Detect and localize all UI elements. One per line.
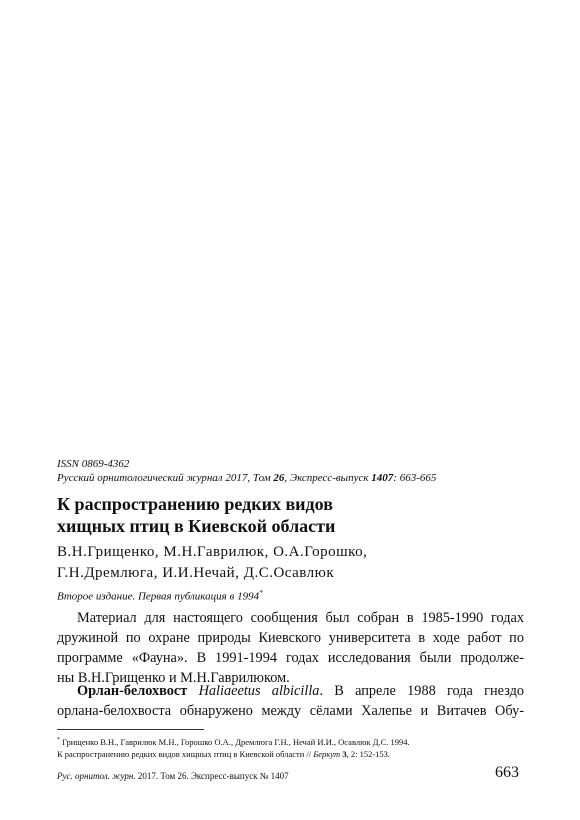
journal-issue: 1407: [371, 472, 394, 484]
footnote-volume: 3: [342, 749, 347, 759]
page-number: 663: [495, 764, 519, 781]
journal-volume: 26: [273, 472, 285, 484]
paragraph-1-line-3: программе «Фауна». В 1991-1994 годах исследования были продолже-: [57, 650, 524, 666]
footnote-authors: Грищенко В.Н., Гаврилюк М.Н., Горошко О.А., Дремлюга Г.Н., Нечай И.И., Осавлюк Д.С. 1994.: [62, 737, 410, 747]
paragraph-1-line-1: Материал для настоящего сообщения был собран в 1985-1990 годах: [77, 610, 524, 626]
edition-note: [57, 589, 263, 603]
species-name: Орлан-белохвост: [77, 683, 188, 699]
journal-citation-line: [57, 472, 436, 484]
footnote-pages: , 2: 152-153.: [346, 749, 391, 759]
footer-journal-abbr: Рус. орнитол. журн.: [57, 771, 136, 781]
footnote-divider: [57, 729, 204, 730]
journal-prefix: Русский орнитологический журнал 2017, Том: [57, 472, 274, 484]
paragraph-1-line-4: ны В.Н.Грищенко и М.Н.Гаврилюком.: [57, 670, 290, 686]
issn-line: ISSN 0869-4362: [57, 458, 130, 470]
authors-line-2: Г.Н.Дремлюга, И.И.Нечай, Д.С.Осавлюк: [57, 565, 335, 581]
footnote-mark: *: [57, 737, 60, 744]
species-latin-name: Haliaeetus albicilla: [198, 683, 320, 699]
edition-footnote-mark: *: [259, 589, 263, 597]
journal-pages: : 663-665: [393, 472, 437, 484]
paragraph-2-line-2: орлана-белохвоста обнаружено между сёлами Халепье и Витачев Обу-: [57, 703, 524, 719]
running-footer: [57, 771, 289, 781]
paragraph-1-line-2: дружиной по охране природы Киевского университета в ходе работ по: [57, 630, 524, 646]
edition-note-text: Второе издание. Первая публикация в 1994: [57, 590, 260, 603]
footnote-title: К распространению редких видов хищных птиц в Киевской области //: [57, 749, 314, 759]
footer-details: 2017. Том 26. Экспресс-выпуск № 1407: [135, 771, 289, 781]
article-title-line-2: хищных птиц в Киевской области: [57, 516, 336, 536]
footnote-line-1: [57, 737, 410, 747]
journal-issue-prefix: , Экспресс-выпуск: [284, 472, 372, 484]
article-title-line-1: К распространению редких видов: [57, 494, 333, 514]
paragraph-2-line-1: [77, 683, 524, 700]
footnote-line-2: [57, 749, 390, 759]
paragraph-2-line-1-text: . В апреле 1988 года гнездо: [319, 683, 525, 699]
authors-line-1: В.Н.Грищенко, М.Н.Гаврилюк, О.А.Горошко,: [57, 544, 368, 560]
footnote-journal: Беркут: [313, 749, 341, 759]
